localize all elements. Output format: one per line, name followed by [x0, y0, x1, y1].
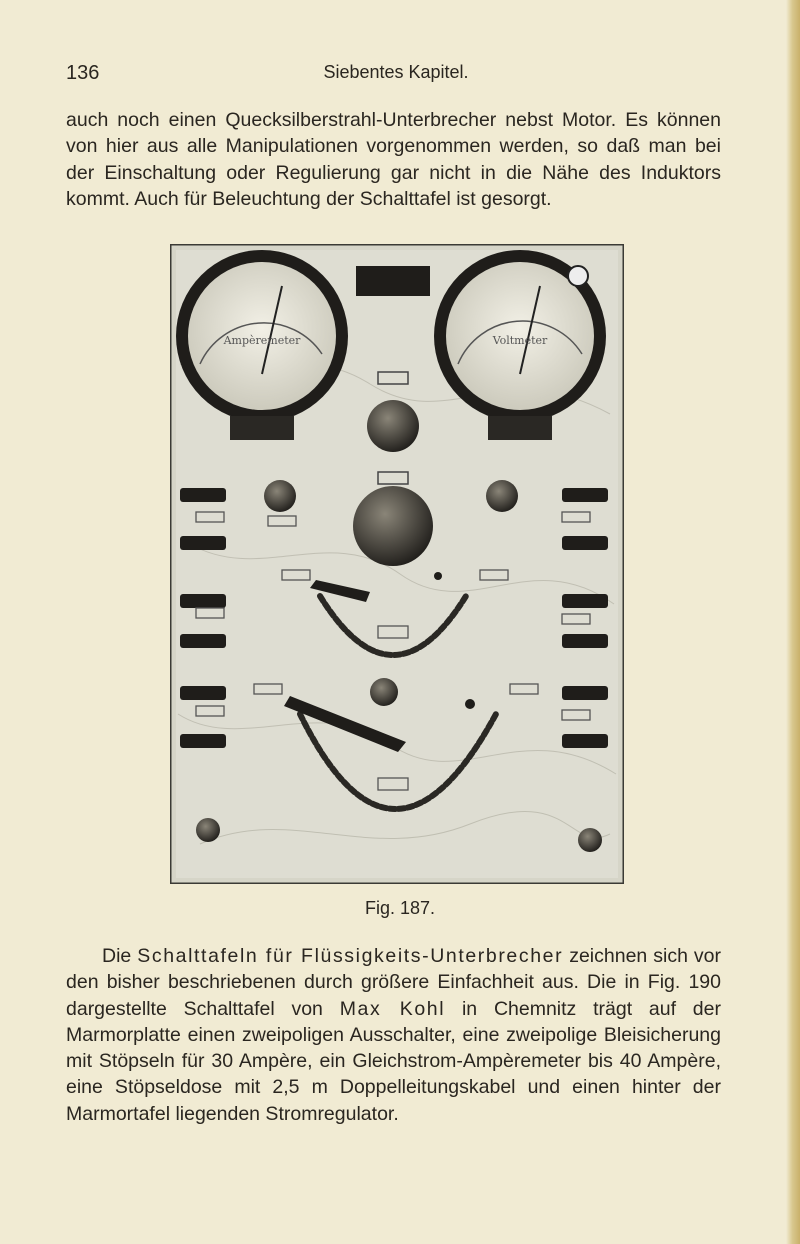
voltmeter-label: Voltmeter [492, 334, 548, 347]
paragraph-body-text-1: Die [102, 945, 132, 967]
paragraph-body [66, 943, 721, 1127]
paragraph-body-text-2: zeichnen sich vor den bisher beschriebenen durch größere Einfachheit aus. Die in Fig. 190 dargestellte Schalttafel von [66, 945, 721, 1020]
running-head: Siebentes Kapitel. [323, 62, 469, 82]
page-header [66, 62, 726, 92]
ammeter-label: Ampèremeter [223, 334, 301, 347]
paragraph-body-text-3: in Chemnitz trägt auf der Marmorplatte einen zweipoligen Ausschalter, eine zweipolige Bleisicherung mit Stöpseln für 30 Ampère, ein Gleichstrom-Ampèremeter bis 40 Ampère, eine Stöpseldose mit 2,5 m Doppelleitungskabel und einen hinter der Marmortafel liegenden Stromregulator. [66, 997, 721, 1125]
top-switch-block [356, 266, 430, 296]
emphasis-max-kohl: Max Kohl [339, 997, 446, 1020]
paragraph-intro: auch noch einen Quecksilberstrahl-Unterbrecher nebst Motor. Es können von hier aus alle Manipulationen vorgenommen werden, so daß man bei der Einschaltung oder Regulierung gar nicht in die Nähe des Induktors kommt. Auch für Beleuchtung der Schalttafel ist gesorgt. [66, 109, 721, 210]
emphasis-schalttafeln: Schalttafeln für Flüssigkeits-Unterbrecher [137, 945, 564, 967]
page-edge [786, 0, 800, 1244]
figure-caption: Fig. 187. [364, 898, 436, 918]
page-number: 136 [66, 62, 100, 84]
regulator-knob [353, 486, 433, 566]
center-knob [367, 400, 419, 452]
figure-switchboard-photo [170, 244, 624, 884]
